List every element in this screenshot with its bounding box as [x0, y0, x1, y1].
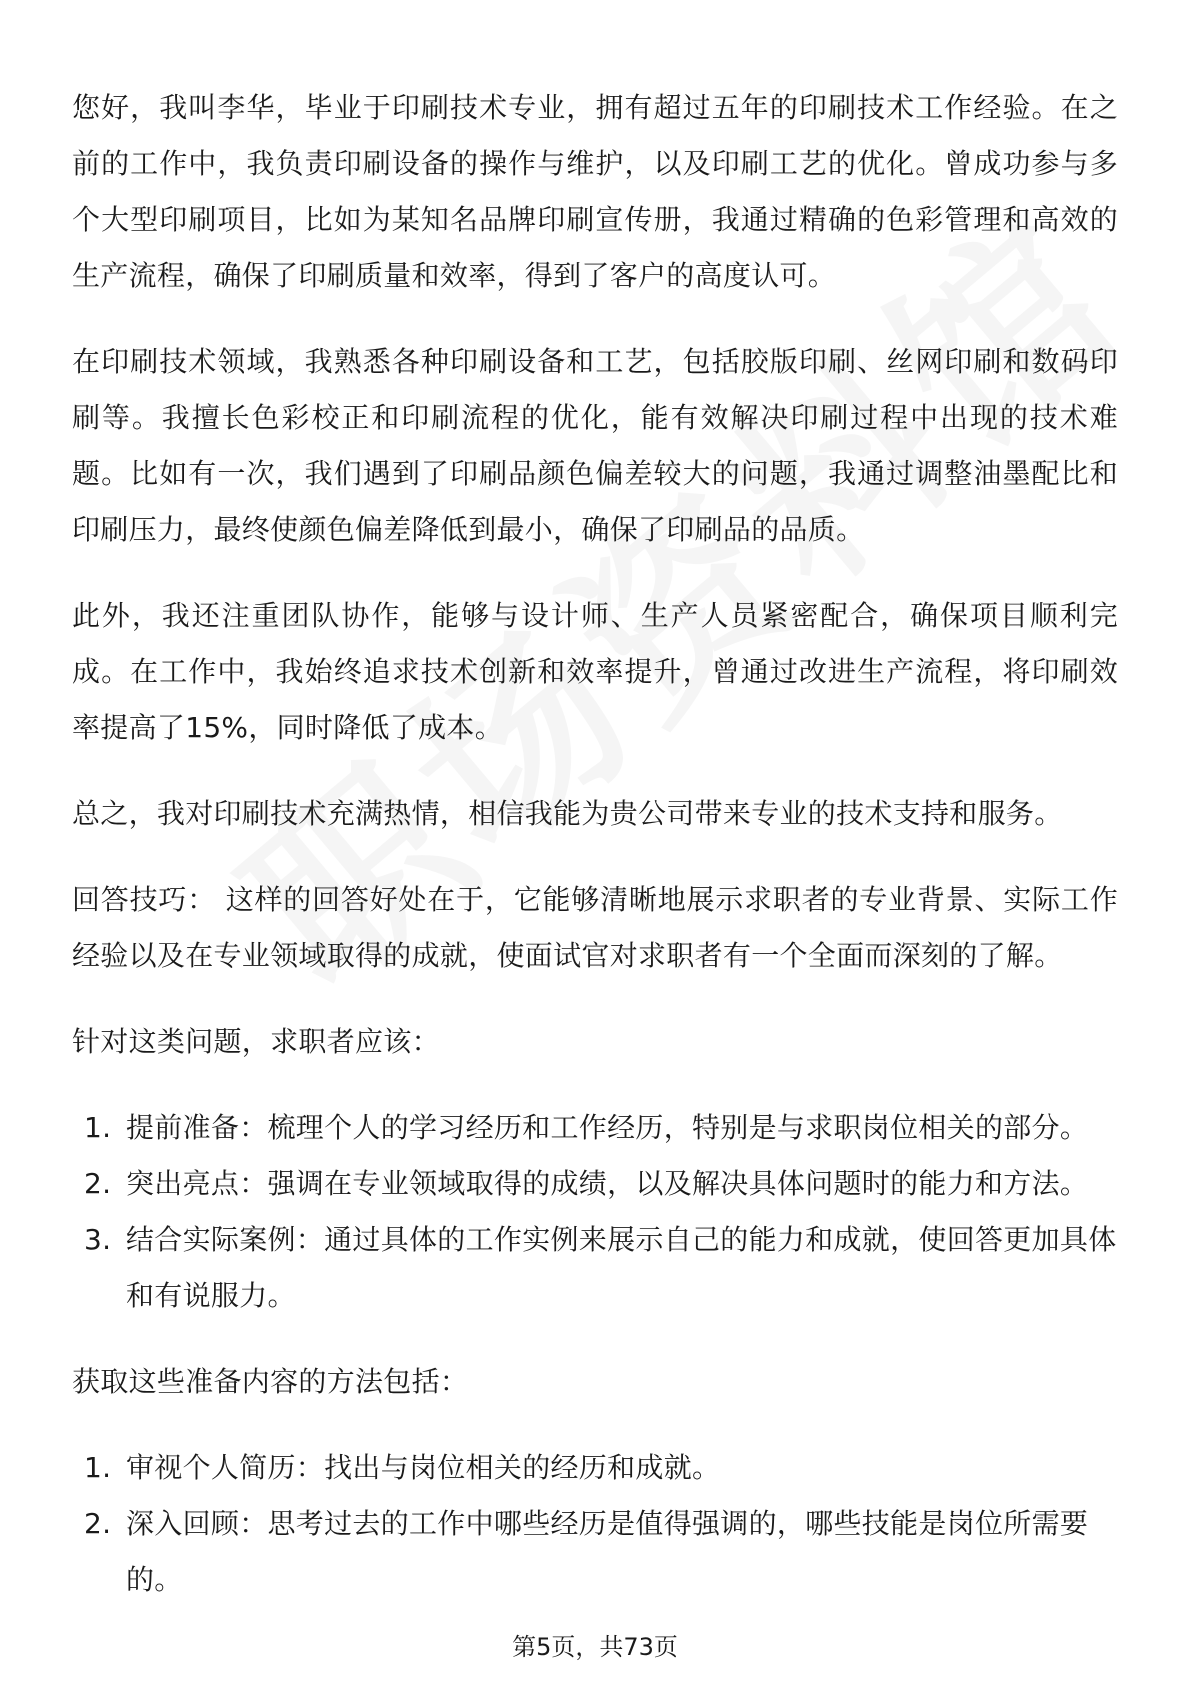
- paragraph-list-intro: 针对这类问题，求职者应该：: [72, 1025, 440, 1058]
- list-item: [72, 1156, 1118, 1212]
- paragraph-summary: 总之，我对印刷技术充满热情，相信我能为贵公司带来专业的技术支持和服务。: [72, 797, 1063, 830]
- preparation-list: [72, 1100, 1118, 1324]
- paragraph-teamwork: 此外，我还注重团队协作，能够与设计师、生产人员紧密配合，确保项目顺利完成。在工作中，我始终追求技术创新和效率提升，曾通过改进生产流程，将印刷效率提高了15%，同时降低了成本。: [72, 599, 1118, 744]
- list-text: 突出亮点：强调在专业领域取得的成绩，以及解决具体问题时的能力和方法。: [126, 1167, 1089, 1200]
- paragraph-methods-intro: 获取这些准备内容的方法包括：: [72, 1365, 469, 1398]
- list-item: [72, 1496, 1118, 1608]
- list-item: [72, 1212, 1118, 1324]
- methods-list: [72, 1440, 1118, 1608]
- list-number: 1.: [84, 1451, 112, 1484]
- list-item: [72, 1440, 1118, 1496]
- list-number: 2.: [84, 1167, 112, 1200]
- paragraph-skills: 在印刷技术领域，我熟悉各种印刷设备和工艺，包括胶版印刷、丝网印刷和数码印刷等。我擅长色彩校正和印刷流程的优化，能有效解决印刷过程中出现的技术难题。比如有一次，我们遇到了印刷品颜色偏差较大的问题，我通过调整油墨配比和印刷压力，最终使颜色偏差降低到最小，确保了印刷品的品质。: [72, 345, 1118, 546]
- paragraph-intro: 您好，我叫李华，毕业于印刷技术专业，拥有超过五年的印刷技术工作经验。在之前的工作中，我负责印刷设备的操作与维护，以及印刷工艺的优化。曾成功参与多个大型印刷项目，比如为某知名品牌印刷宣传册，我通过精确的色彩管理和高效的生产流程，确保了印刷质量和效率，得到了客户的高度认可。: [72, 91, 1118, 292]
- list-text: 深入回顾：思考过去的工作中哪些经历是值得强调的，哪些技能是岗位所需要的。: [126, 1507, 1089, 1596]
- list-text: 审视个人简历：找出与岗位相关的经历和成就。: [126, 1451, 721, 1484]
- list-text: 结合实际案例：通过具体的工作实例来展示自己的能力和成就，使回答更加具体和有说服力。: [126, 1223, 1117, 1312]
- list-number: 3.: [84, 1223, 112, 1256]
- document-body: [72, 80, 1118, 1638]
- list-number: 2.: [84, 1507, 112, 1540]
- list-text: 提前准备：梳理个人的学习经历和工作经历，特别是与求职岗位相关的部分。: [126, 1111, 1089, 1144]
- list-item: [72, 1100, 1118, 1156]
- list-number: 1.: [84, 1111, 112, 1144]
- page-footer: 第5页，共73页: [512, 1633, 678, 1661]
- paragraph-tips: 回答技巧： 这样的回答好处在于，它能够清晰地展示求职者的专业背景、实际工作经验以及在专业领域取得的成就，使面试官对求职者有一个全面而深刻的了解。: [72, 883, 1118, 972]
